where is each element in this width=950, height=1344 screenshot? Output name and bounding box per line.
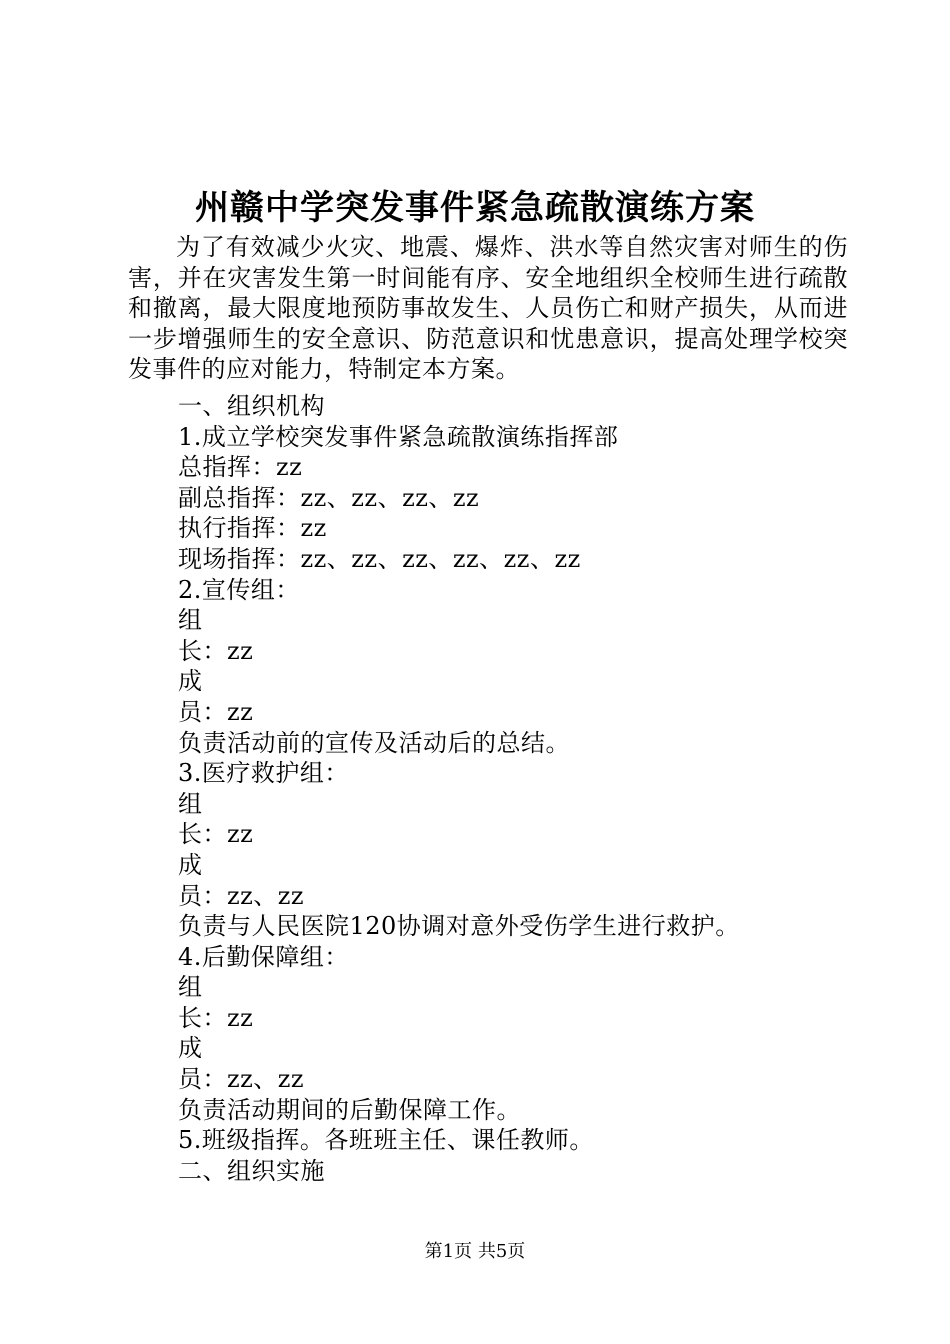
body-line: 长：zz [178, 820, 254, 849]
section-heading: 一、组织机构 [178, 392, 325, 420]
body-line: 成 [178, 850, 203, 879]
body-line: 员：zz、zz [178, 881, 305, 910]
section-heading: 二、组织实施 [178, 1156, 325, 1185]
body-line: 员：zz [178, 697, 254, 726]
body-line: 负责活动期间的后勤保障工作。 [178, 1095, 521, 1124]
body-line: 成 [178, 667, 203, 696]
body-line: 现场指挥：zz、zz、zz、zz、zz、zz [178, 544, 581, 573]
page-number: 第1页 共5页 [424, 1241, 526, 1262]
body-line: 组 [178, 606, 203, 635]
body-line: 执行指挥：zz [178, 514, 327, 543]
body-line: 5.班级指挥。各班班主任、课任教师。 [178, 1126, 594, 1155]
body-line: 负责与人民医院120协调对意外受伤学生进行救护。 [178, 912, 740, 941]
body-line: 员：zz、zz [178, 1065, 305, 1094]
body-line: 组 [178, 973, 203, 1002]
body-line: 长：zz [178, 1003, 254, 1032]
body-line: 4.后勤保障组： [178, 942, 349, 971]
body-line: 长：zz [178, 636, 254, 665]
intro-paragraph: 为了有效减少火灾、地震、爆炸、洪水等自然灾害对师生的伤害，并在灾害发生第一时间能有序、安全地组织全校师生进行疏散和撤离，最大限度地预防事故发生、人员伤亡和财产损失，从而进一步增强师生的安全意识、防范意识和忧患意识，提高处理学校突发事件的应对能力，特制定本方案。 [128, 233, 848, 384]
body-line: 总指挥：zz [178, 453, 303, 482]
body-line: 成 [178, 1034, 203, 1063]
body-line: 3.医疗救护组： [178, 759, 349, 788]
body-line: 1.成立学校突发事件紧急疏散演练指挥部 [178, 422, 619, 451]
body-line: 2.宣传组： [178, 575, 300, 604]
body-lines [178, 391, 838, 1186]
body-line: 负责活动前的宣传及活动后的总结。 [178, 728, 570, 757]
body-line: 组 [178, 789, 203, 818]
document-title: 州赣中学突发事件紧急疏散演练方案 [195, 188, 755, 228]
body-line: 副总指挥：zz、zz、zz、zz [178, 483, 480, 512]
